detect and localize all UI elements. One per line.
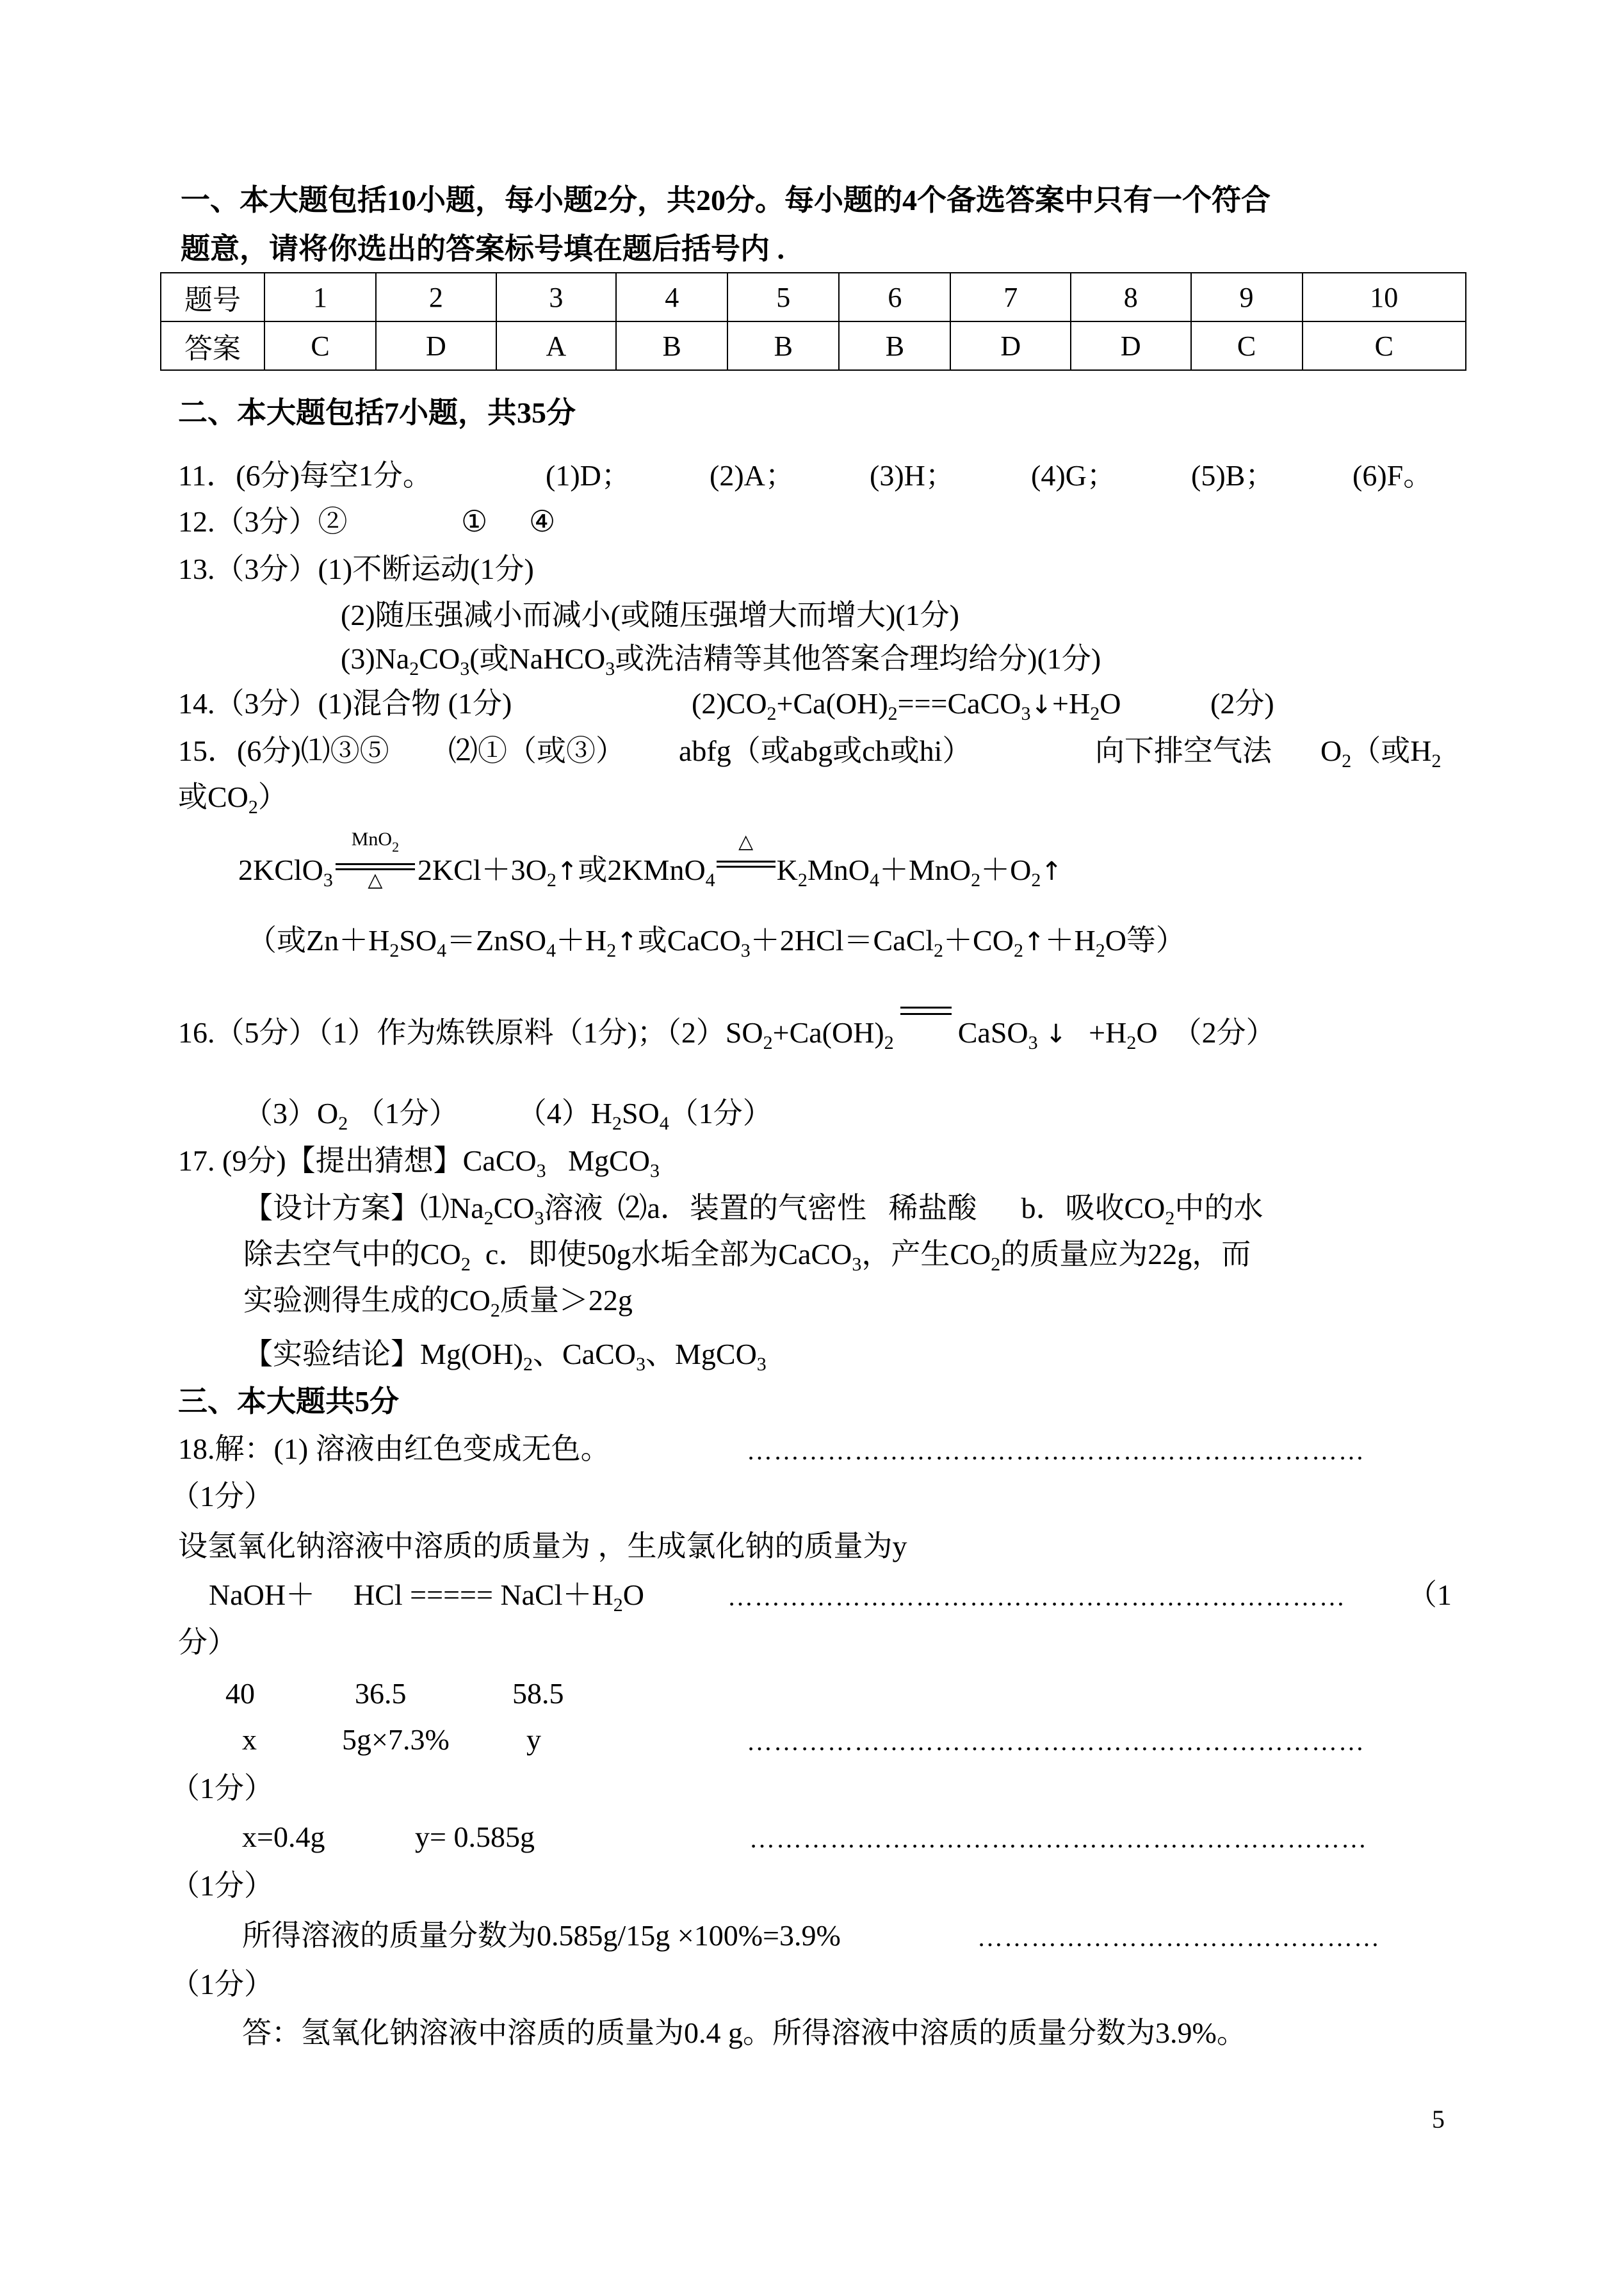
table-cell: 5 <box>727 273 839 321</box>
q11-answer-2: (2)A； <box>710 459 795 492</box>
section2-heading: 二、本大题包括7小题，共35分 <box>178 396 576 429</box>
q18-score-3: （1分） <box>170 1772 273 1804</box>
q17-line4: 实验测得生成的$CO_2$质量＞22g <box>243 1284 633 1321</box>
q14-score: (2分) <box>1210 687 1274 720</box>
q18-result-percent: 所得溶液的质量分数为0.585g/15g ×100%=3.9% <box>242 1919 841 1952</box>
q16-line2: $(3)O_2$ （1分） $(4)H_2SO_4(1$分） <box>243 1097 772 1134</box>
table-cell: 2 <box>376 273 496 321</box>
q11-answer-6: (6)F。 <box>1352 459 1433 492</box>
table-cell: 10 <box>1303 273 1466 321</box>
q15-answer-5: $O_2$（或$H_2$ <box>1320 734 1441 772</box>
dotted-leader: …………………………………………………………… <box>727 1582 1346 1611</box>
q15-answer-4: 向下排空气法 <box>1095 734 1272 767</box>
table-cell: D <box>950 321 1071 370</box>
up-arrow-icon: ↑ <box>1023 927 1045 957</box>
q18-mass-hcl: 36.5 <box>355 1677 407 1710</box>
q18-var-y: y <box>526 1723 541 1756</box>
table-cell: C <box>1303 321 1466 370</box>
dotted-leader: …………………………………………………………… <box>747 1727 1365 1756</box>
q13-line1: 13.（3分）(1)不断运动(1分) <box>178 553 534 585</box>
table-cell: 1 <box>264 273 376 321</box>
table-cell: 3 <box>496 273 617 321</box>
section1-heading-line1: 一、本大题包括10小题，每小题2分，共20分。每小题的4个备选答案中只有一个符合 <box>181 184 1271 216</box>
table-cell: B <box>839 321 950 370</box>
q18-answer: 答：氢氧化钠溶液中溶质的质量为0.4 g。所得溶液中溶质的质量分数为3.9%。 <box>242 2016 1246 2049</box>
table-cell: 4 <box>616 273 727 321</box>
q12-answer-3: ④ <box>529 505 556 538</box>
q15-equation-1: 2KClO$_3$ MnO$_2$ △ $2KCl+3O_2↑$或2KMnO$_4$ △ $K_2MnO_4+MnO_2+O_2↑$ <box>238 829 1062 891</box>
reaction-condition: △ <box>715 852 777 881</box>
q18-line2: 设氢氧化钠溶液中溶质的质量为 ，生成氯化钠的质量为y <box>178 1530 907 1562</box>
table-cell: 7 <box>950 273 1071 321</box>
table-cell: B <box>727 321 839 370</box>
section1-heading-line2: 题意，请将你选出的答案标号填在题后括号内 . <box>181 232 784 265</box>
dotted-leader: …………………………………………………………… <box>749 1824 1368 1853</box>
up-arrow-icon: ↑ <box>1041 857 1062 886</box>
q18-score-4: （1分） <box>170 1869 273 1902</box>
table-cell: A <box>496 321 617 370</box>
table-row <box>161 321 1466 370</box>
page-number: 5 <box>1432 2105 1445 2134</box>
dotted-leader: …………………………………………………………… <box>747 1436 1365 1465</box>
down-arrow-icon: ↓ <box>1045 1019 1067 1049</box>
reaction-condition: MnO$_2$ △ <box>333 852 418 881</box>
q18-var-x: x <box>242 1723 257 1756</box>
q13-line2: (2)随压强减小而减小(或随压强增大而增大)(1分) <box>341 599 959 631</box>
q18-result-x: x=0.4g <box>242 1821 325 1853</box>
equals-sign <box>894 1014 958 1044</box>
q11-answer-1: (1)D； <box>546 459 631 492</box>
q18-result-y: y= 0.585g <box>415 1821 535 1853</box>
down-arrow-icon: ↓ <box>1030 690 1053 720</box>
q15-label: 15．(6分)⑴③⑤ <box>178 734 389 767</box>
section3-heading: 三、本大题共5分 <box>178 1385 399 1418</box>
q11-answer-5: (5)B； <box>1191 459 1275 492</box>
q18-score-2a: （1 <box>1408 1578 1452 1611</box>
q15-answer-3: abfg（或abg或ch或hi） <box>679 734 972 767</box>
table-cell-label: 题号 <box>161 273 264 321</box>
q12-answer-2: ① <box>461 505 488 538</box>
table-cell: 8 <box>1071 273 1191 321</box>
table-cell: 6 <box>839 273 950 321</box>
table-cell: C <box>1191 321 1303 370</box>
table-cell: 9 <box>1191 273 1303 321</box>
q18-mass-nacl: 58.5 <box>512 1677 564 1710</box>
q12-label: 12.（3分）② <box>178 505 348 538</box>
q15-equation-2: （或$Zn+H_2SO_4=ZnSO_4+H_2↑$或$CaCO_3+2HCl=CaCl_2+CO_2↑+H_2O$等） <box>247 924 1185 961</box>
q14-equation: $(2)CO_2+Ca(OH)_2===CaCO_3↓+H_2O$ <box>692 687 1121 724</box>
q18-var-hcl: 5g×7.3% <box>342 1723 450 1756</box>
q17-line1: 17. (9分)【提出猜想】CaCO$_3$ MgCO$_3$ <box>178 1144 660 1181</box>
up-arrow-icon: ↑ <box>616 927 638 957</box>
dotted-leader: ……………………………………… <box>977 1923 1381 1952</box>
answer-table <box>160 272 1466 371</box>
table-cell-label: 答案 <box>161 321 264 370</box>
q18-score-5: （1分） <box>170 1968 273 2000</box>
q18-equation-a: NaOH＋ <box>209 1578 316 1611</box>
q17-line2: 【设计方案】$⑴Na_2CO_3$溶液 ⑵a．装置的气密性 稀盐酸 b．吸收$CO_2$中的水 <box>243 1192 1263 1229</box>
up-arrow-icon: ↑ <box>556 857 578 886</box>
table-cell: C <box>264 321 376 370</box>
q11-answer-4: (4)G； <box>1031 459 1116 492</box>
table-cell: D <box>376 321 496 370</box>
table-row <box>161 273 1466 321</box>
q14-line1: 14.（3分）(1)混合物 (1分) <box>178 687 512 720</box>
q17-line3: 除去空气中的$CO_2$ c．即使50g水垢全部为CaCO$_3$，产生$CO_2$的质量应为22g，而 <box>243 1238 1251 1275</box>
q18-equation-b: HCl ===== $NaCl+H_2O$ <box>353 1578 644 1616</box>
q17-line5: 【实验结论】$Mg(OH)_2$、CaCO$_3$、MgCO$_3$ <box>243 1338 767 1375</box>
q13-line3: $(3)Na_2CO_3$(或NaHCO$_3$或洗洁精等其他答案合理均给分)(1分) <box>341 642 1101 679</box>
q15-line2: 或$CO_2$） <box>178 781 288 818</box>
q16-line1: 16.（5分）（1）作为炼铁原料（1分)；$(2)SO_2+Ca(OH)_2$ CaSO$_3$ ↓ $+H_2O$ （2分） <box>178 1014 1276 1048</box>
q18-score-1: （1分） <box>170 1480 273 1512</box>
table-cell: D <box>1071 321 1191 370</box>
q18-score-2b: 分） <box>178 1626 237 1658</box>
q11-answer-3: (3)H； <box>870 459 955 492</box>
q15-answer-2: ⑵①（或③） <box>448 734 625 767</box>
q18-line1: 18.解：(1) 溶液由红色变成无色。 <box>178 1432 610 1465</box>
q11-label: 11．(6分)每空1分。 <box>178 459 432 492</box>
table-cell: B <box>616 321 727 370</box>
q18-mass-naoh: 40 <box>225 1677 255 1710</box>
